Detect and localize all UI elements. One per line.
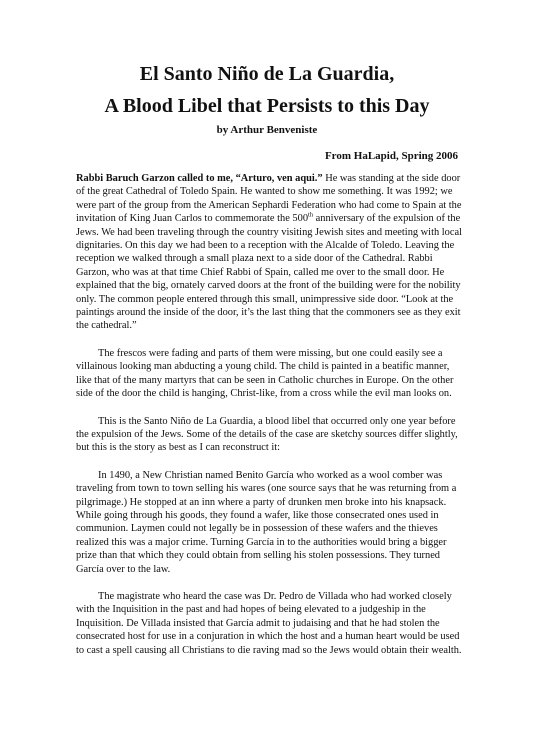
title-line-2: A Blood Libel that Persists to this Day <box>104 95 430 117</box>
superscript-th: th <box>308 211 314 219</box>
paragraph-1 <box>76 172 464 333</box>
title-line-1: El Santo Niño de La Guardia, <box>139 63 395 85</box>
paragraph-1-text-a: He was standing at the side door of the great Cathedral of Toledo Spain. He wanted to show me something. It was 1992; we were part of the group from the American Sephardi Federation who had come to Spain at the invitation of King Juan Carlos to commemorate the 500 <box>76 173 462 225</box>
article-body <box>76 172 464 671</box>
paragraph-2: The frescos were fading and parts of them were missing, but one could easily see a villainous looking man abducting a young child. The child is painted in a beatific manner, like that of the many martyrs that can be seen in Catholic churches in Europe. On the other side of the door the child is hanging, Christ-like, from a cross while the evil man looks on. <box>76 347 454 400</box>
paragraph-1-lead: Rabbi Baruch Garzon called to me, “Arturo, ven aqui.” <box>76 173 323 184</box>
paragraph-5: The magistrate who heard the case was Dr. Pedro de Villada who had worked closely with the Inquisition in the past and had hopes of being elevated to a judgeship in the Inquisition. De Villada insisted that García admit to judaising and that he had stolen the consecrated host for use in a conjuration in which the host and a human heart would be used to cast a spell causing all Christians to die raving mad so the Jews would obtain their wealth. <box>76 590 462 656</box>
byline: by Arthur Benveniste <box>216 124 318 136</box>
paragraph-4: In 1490, a New Christian named Benito García who worked as a wool comber was traveling from town to town selling his wares (one source says that he was returning from a pilgrimage.) He stopped at an inn where a party of drunken men broke into his knapsack. While going through his goods, they found a wafer, like those consecrated ones used in communion. Laymen could not legally be in possession of these wafers and the thieves realized this was a major crime. Turning García in to the authorities would bring a bigger prize than that which they could obtain from selling his stolen possessions. They turned García over to the law. <box>76 469 457 575</box>
source-line: From HaLapid, Spring 2006 <box>324 150 458 162</box>
paragraph-3: This is the Santo Niño de La Guardia, a blood libel that occurred only one year before the expulsion of the Jews. Some of the details of the case are sketchy sources differ slightly, but this is the story as best as I can reconstruct it: <box>76 415 458 454</box>
paragraph-1-text-b: anniversary of the expulsion of the Jews. We had been traveling through the country visiting Jewish sites and meeting with local dignitaries. On this day we had been to a reception with the Alcalde of Toledo. Leaving the reception we walked through a small plaza next to a side door of the Cathedral. Rabbi Garzon, who was at that time Chief Rabbi of Spain, called me over to the small door. He explained that the big, ornately carved doors at the front of the building were for the nobility only. The common people entered through this small, unimpressive side door. “Look at the paintings around the inside of the door, it’s the last thing that the commoners see as they exit the cathedral.” <box>76 213 462 332</box>
